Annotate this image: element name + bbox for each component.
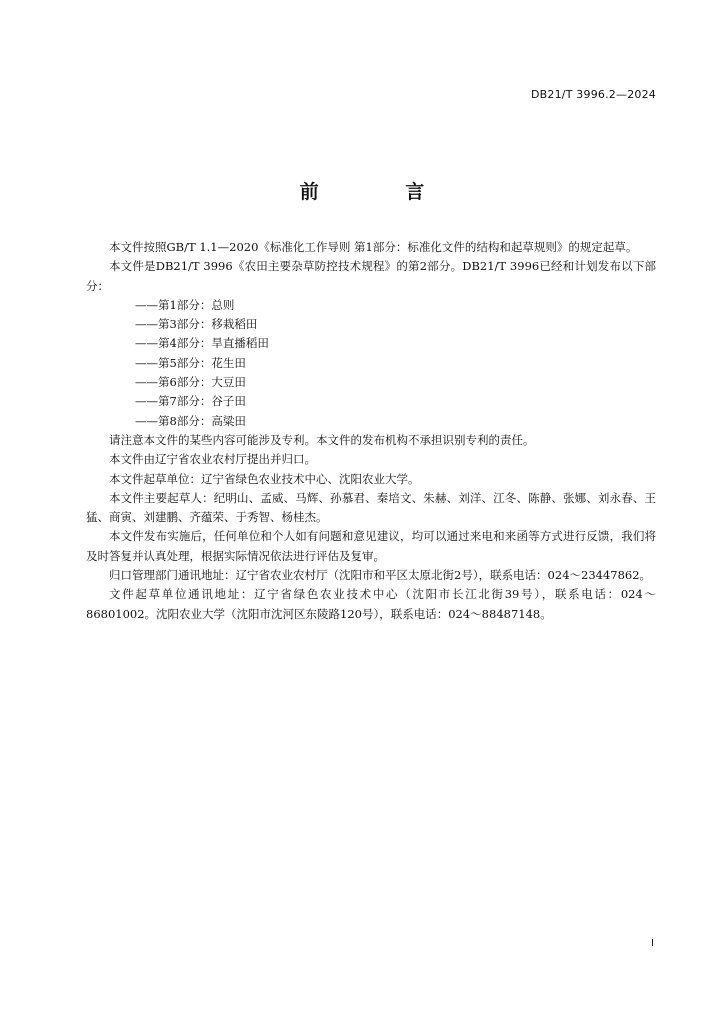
list-item-part: ——第7部分：谷子田: [135, 394, 246, 409]
list-item-part: ——第4部分：旱直播稻田: [135, 336, 269, 351]
paragraph-proposer: 本文件由辽宁省农业农村厅提出并归口。: [109, 452, 316, 467]
paragraph-patent-notice: 请注意本文件的某些内容可能涉及专利。本文件的发布机构不承担识别专利的责任。: [109, 432, 535, 447]
standard-code: DB21/T 3996.2—2024: [530, 88, 656, 101]
list-item-part: ——第1部分：总则: [135, 297, 235, 312]
paragraph-drafting-basis: 本文件按照GB/T 1.1—2020《标准化工作导则 第1部分：标准化文件的结构和起草规则》的规定起草。: [109, 240, 638, 254]
paragraph-drafters: 本文件主要起草人：纪明山、孟威、马辉、孙慕君、秦培文、朱赫、刘洋、江冬、陈静、张娜、刘永春、王猛、商寅、刘建鹏、齐蕴荣、于秀智、杨桂杰。: [86, 490, 656, 525]
paragraph-part-intro: 本文件是DB21/T 3996《农田主要杂草防控技术规程》的第2部分。DB21/T 3996已经和计划发布以下部分：: [86, 259, 656, 293]
foreword-body: [86, 238, 656, 624]
list-item-part: ——第5部分：花生田: [135, 355, 246, 370]
paragraph-drafting-units: 本文件起草单位：辽宁省绿色农业技术中心、沈阳农业大学。: [109, 471, 420, 486]
paragraph-drafter-address: 文件起草单位通讯地址：辽宁省绿色农业技术中心（沈阳市长江北街39号），联系电话：024～86801002。沈阳农业大学（沈阳市沈河区东陵路120号），联系电话：024～88487148。: [86, 587, 656, 621]
list-item-part: ——第3部分：移栽稻田: [135, 317, 258, 332]
list-item-part: ——第6部分：大豆田: [135, 375, 246, 390]
page-title: 前 言: [299, 181, 465, 203]
paragraph-feedback: 本文件发布实施后，任何单位和个人如有问题和意见建议，均可以通过来电和来函等方式进行反馈，我们将及时答复并认真处理，根据实际情况依法进行评估及复审。: [86, 529, 656, 563]
page-number: I: [651, 938, 654, 949]
list-item-part: ——第8部分：高粱田: [135, 413, 246, 428]
paragraph-admin-address: 归口管理部门通讯地址：辽宁省农业农村厅（沈阳市和平区太原北街2号），联系电话：024～23447862。: [109, 568, 652, 583]
